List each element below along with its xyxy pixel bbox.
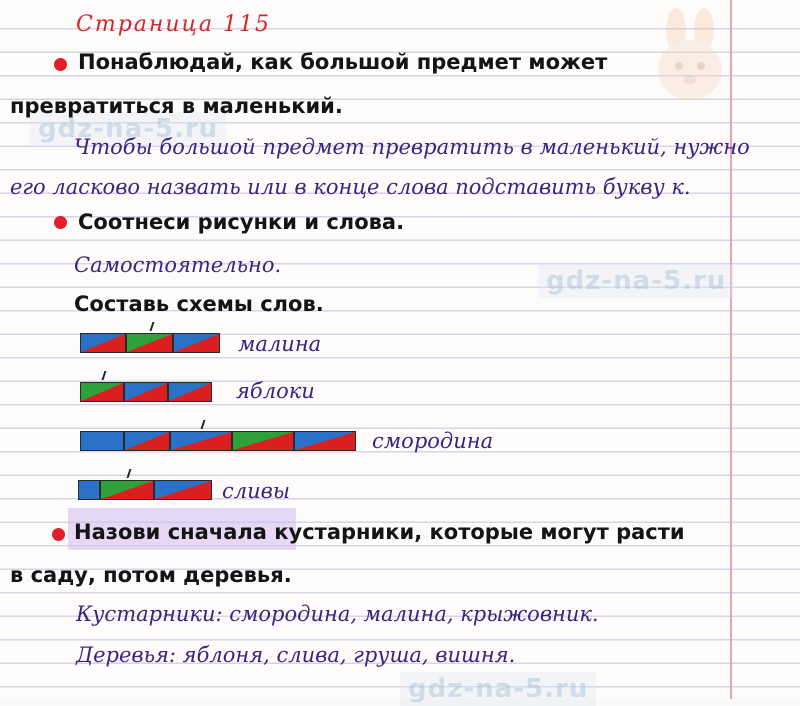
- scheme-segment-blue: [78, 480, 100, 500]
- scheme-segment-greenred: [126, 333, 173, 353]
- bullet-icon: [52, 528, 65, 541]
- word-scheme: [78, 480, 212, 502]
- task3-line2: в саду, потом деревья.: [10, 563, 292, 587]
- watermark: gdz-na-5.ru: [30, 112, 226, 146]
- task1-answer-line1: Чтобы большой предмет превратить в маленький, нужно: [74, 135, 750, 159]
- bullet-icon: [54, 58, 67, 71]
- watermark: gdz-na-5.ru: [400, 672, 596, 706]
- scheme-segment-blue: [80, 431, 124, 451]
- task1-line1: Понаблюдай, как большой предмет может: [78, 50, 608, 74]
- task1-line2: превратиться в маленький.: [10, 94, 343, 118]
- scheme-segment-redblue: [294, 431, 356, 451]
- scheme-segment-redblue: [124, 431, 170, 451]
- scheme-segment-redblue: [168, 382, 212, 402]
- scheme-segment-redblue: [173, 333, 220, 353]
- word-scheme: [80, 382, 212, 404]
- margin-line: [730, 0, 732, 699]
- task3-answer-line1: Кустарники: смородина, малина, крыжовник.: [76, 602, 599, 626]
- task2-subtask: Составь схемы слов.: [74, 292, 324, 316]
- task3-line1: Назови сначала кустарники, которые могут расти: [74, 520, 685, 544]
- scheme-segment-redblue: [154, 480, 212, 500]
- scheme-segment-redblue: [124, 382, 168, 402]
- bunny-watermark-icon: [650, 8, 730, 108]
- word-scheme: [80, 431, 356, 453]
- word-scheme: [80, 333, 220, 355]
- scheme-segment-redblue: [80, 333, 126, 353]
- scheme-segment-greenred: [232, 431, 294, 451]
- scheme-word: яблоки: [236, 379, 315, 403]
- task3-answer-line2: Деревья: яблоня, слива, груша, вишня.: [76, 643, 516, 667]
- task1-answer-line2: его ласково назвать или в конце слова подставить букву к.: [10, 175, 691, 199]
- scheme-segment-redblue: [170, 431, 232, 451]
- bullet-icon: [54, 216, 67, 229]
- task2-answer: Самостоятельно.: [74, 253, 282, 277]
- scheme-word: смородина: [372, 429, 494, 453]
- scheme-word: сливы: [222, 479, 290, 503]
- scheme-word: малина: [238, 332, 322, 356]
- scheme-segment-greenred: [100, 480, 154, 500]
- watermark: gdz-na-5.ru: [538, 264, 734, 298]
- page-title: Страница 115: [76, 12, 272, 37]
- task2-title: Соотнеси рисунки и слова.: [78, 210, 405, 234]
- scheme-segment-redgreen: [80, 382, 124, 402]
